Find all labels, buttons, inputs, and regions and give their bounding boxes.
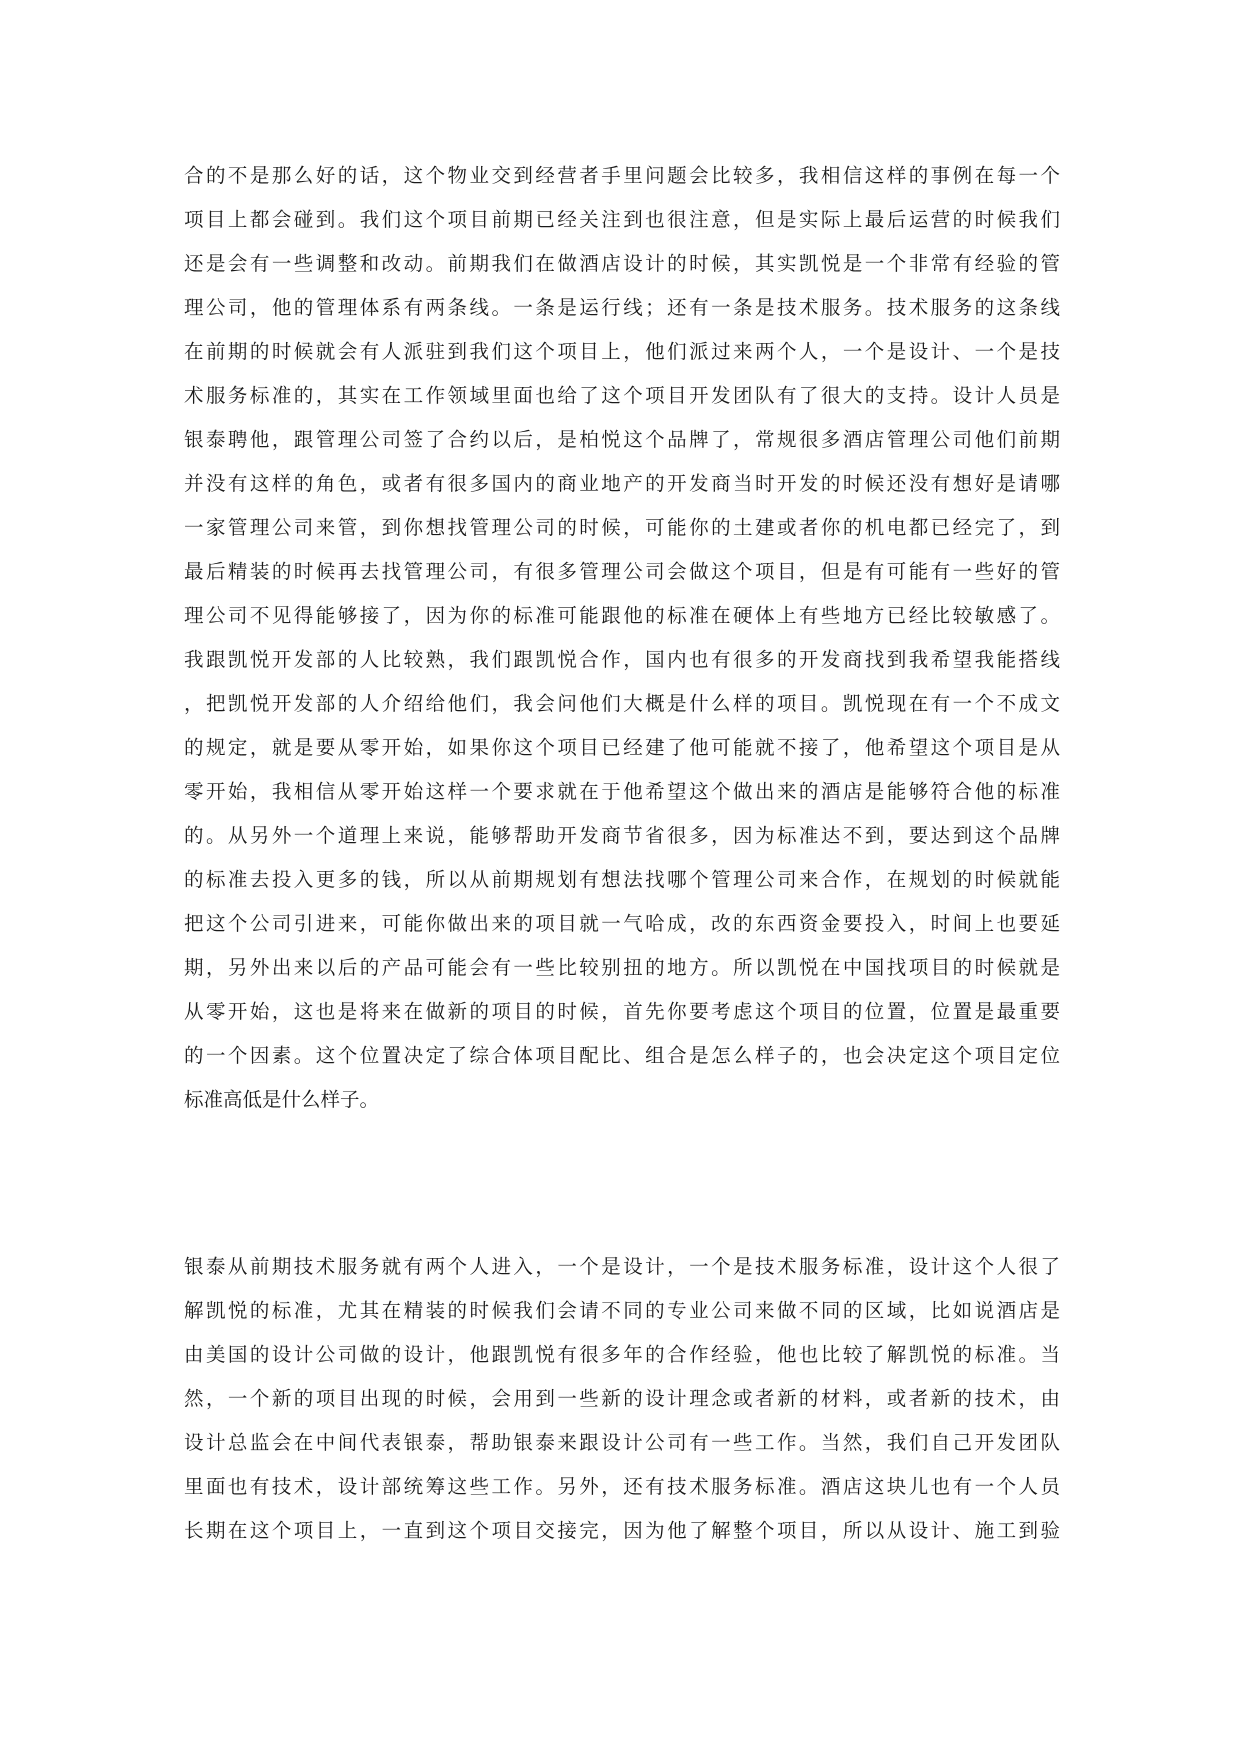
text-line: 由美国的设计公司做的设计，他跟凯悦有很多年的合作经验，他也比较了解凯悦的标准。当 bbox=[184, 1343, 1060, 1366]
text-line: 的标准去投入更多的钱，所以从前期规划有想法找哪个管理公司来合作，在规划的时候就能 bbox=[184, 868, 1060, 891]
text-line: 解凯悦的标准，尤其在精装的时候我们会请不同的专业公司来做不同的区域，比如说酒店是 bbox=[184, 1299, 1060, 1322]
text-line: 术服务标准的，其实在工作领域里面也给了这个项目开发团队有了很大的支持。设计人员是 bbox=[184, 384, 1060, 407]
paragraph-2 bbox=[184, 1245, 1060, 1553]
text-line: 的。从另外一个道理上来说，能够帮助开发商节省很多，因为标准达不到，要达到这个品牌 bbox=[184, 824, 1060, 847]
text-line: 设计总监会在中间代表银泰，帮助银泰来跟设计公司有一些工作。当然，我们自己开发团队 bbox=[184, 1431, 1060, 1454]
text-line: 一家管理公司来管，到你想找管理公司的时候，可能你的土建或者你的机电都已经完了，到 bbox=[184, 516, 1060, 539]
text-line: 银泰聘他，跟管理公司签了合约以后，是柏悦这个品牌了，常规很多酒店管理公司他们前期 bbox=[184, 428, 1060, 451]
text-line: ，把凯悦开发部的人介绍给他们，我会问他们大概是什么样的项目。凯悦现在有一个不成文 bbox=[184, 692, 1060, 715]
text-line: 在前期的时候就会有人派驻到我们这个项目上，他们派过来两个人，一个是设计、一个是技 bbox=[184, 340, 1060, 363]
text-line: 理公司不见得能够接了，因为你的标准可能跟他的标准在硬体上有些地方已经比较敏感了。 bbox=[184, 604, 1060, 627]
text-line: 我跟凯悦开发部的人比较熟，我们跟凯悦合作，国内也有很多的开发商找到我希望我能搭线 bbox=[184, 648, 1060, 671]
text-line: 银泰从前期技术服务就有两个人进入，一个是设计，一个是技术服务标准，设计这个人很了 bbox=[184, 1255, 1060, 1278]
text-line: 的一个因素。这个位置决定了综合体项目配比、组合是怎么样子的，也会决定这个项目定位 bbox=[184, 1044, 1060, 1067]
text-line: 标准高低是什么样子。 bbox=[184, 1088, 380, 1111]
text-line: 长期在这个项目上，一直到这个项目交接完，因为他了解整个项目，所以从设计、施工到验 bbox=[184, 1519, 1060, 1542]
text-line: 还是会有一些调整和改动。前期我们在做酒店设计的时候，其实凯悦是一个非常有经验的管 bbox=[184, 252, 1060, 275]
paragraph-1 bbox=[184, 154, 1060, 1122]
text-line: 项目上都会碰到。我们这个项目前期已经关注到也很注意，但是实际上最后运营的时候我们 bbox=[184, 208, 1060, 231]
text-line: 然，一个新的项目出现的时候，会用到一些新的设计理念或者新的材料，或者新的技术，由 bbox=[184, 1387, 1060, 1410]
text-line: 最后精装的时候再去找管理公司，有很多管理公司会做这个项目，但是有可能有一些好的管 bbox=[184, 560, 1060, 583]
text-line: 从零开始，这也是将来在做新的项目的时候，首先你要考虑这个项目的位置，位置是最重要 bbox=[184, 1000, 1060, 1023]
text-line: 里面也有技术，设计部统筹这些工作。另外，还有技术服务标准。酒店这块儿也有一个人员 bbox=[184, 1475, 1060, 1498]
text-line: 理公司，他的管理体系有两条线。一条是运行线；还有一条是技术服务。技术服务的这条线 bbox=[184, 296, 1060, 319]
text-line: 并没有这样的角色，或者有很多国内的商业地产的开发商当时开发的时候还没有想好是请哪 bbox=[184, 472, 1060, 495]
text-line: 的规定，就是要从零开始，如果你这个项目已经建了他可能就不接了，他希望这个项目是从 bbox=[184, 736, 1060, 759]
text-line: 把这个公司引进来，可能你做出来的项目就一气哈成，改的东西资金要投入，时间上也要延 bbox=[184, 912, 1060, 935]
text-line: 期，另外出来以后的产品可能会有一些比较别扭的地方。所以凯悦在中国找项目的时候就是 bbox=[184, 956, 1060, 979]
text-line: 合的不是那么好的话，这个物业交到经营者手里问题会比较多，我相信这样的事例在每一个 bbox=[184, 164, 1060, 187]
text-line: 零开始，我相信从零开始这样一个要求就在于他希望这个做出来的酒店是能够符合他的标准 bbox=[184, 780, 1060, 803]
